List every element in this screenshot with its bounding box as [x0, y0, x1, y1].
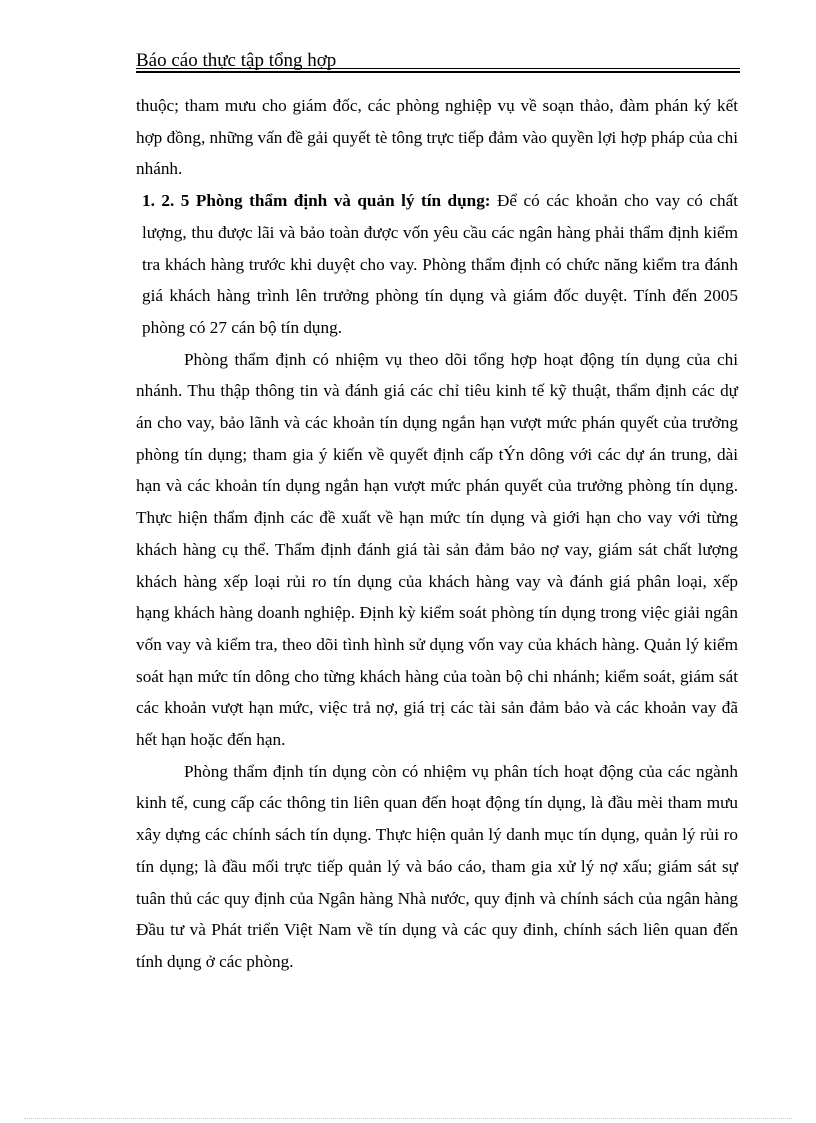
paragraph-analysis: Phòng thẩm định tín dụng còn có nhiệm vụ phân tích hoạt động của các ngành kinh tế, cung cấp các thông tin liên quan đến hoạt động tín dụng, là đầu mèi tham mưu xây dựng các chính sách tín dụng. Thực hiện quản lý danh mục tín dụng, quản lý rủi ro tín dụng; là đầu mối trực tiếp quản lý và báo cáo, tham gia xử lý nợ xấu; giám sát sự tuân thủ các quy định của Ngân hàng Nhà nước, quy định và chính sách của ngân hàng Đầu tư và Phát triển Việt Nam về tín dụng và các quy đinh, chính sách liên quan đến tính dụng ở các phòng. [136, 761, 738, 971]
paragraph-duties: Phòng thẩm định có nhiệm vụ theo dõi tổng hợp hoạt động tín dụng của chi nhánh. Thu thập thông tin và đánh giá các chỉ tiêu kinh tế kỹ thuật, thẩm định các dự án cho vay, bảo lãnh và các khoản tín dụng ngắn hạn vượt mức phán quyết của trưởng phòng tín dụng; tham gia ý kiến về quyết định cấp tÝn dông với các dự án trung, dài hạn và các khoản tín dụng ngắn hạn vượt mức phán quyết của trưởng phòng tín dụng. Thực hiện thẩm định các đề xuất về hạn mức tín dụng và giới hạn cho vay với từng khách hàng cụ thể. Thẩm định đánh giá tài sản đảm bảo nợ vay, giám sát chất lượng khách hàng xếp loại rủi ro tín dụng của khách hàng vay và đánh giá phân loại, xếp hạng khách hàng doanh nghiệp. Định kỳ kiểm soát phòng tín dụng trong việc giải ngân vốn vay và kiểm tra, theo dõi tình hình sử dụng vốn vay của khách hàng. Quản lý kiểm soát hạn mức tín dông cho từng khách hàng của toàn bộ chi nhánh; kiểm soát, giám sát các khoản vượt hạn mức, việc trả nợ, giá trị các tài sản đảm bảo và các khoản vay đã hết hạn hoặc đến hạn. [136, 349, 738, 750]
header-rule [136, 68, 740, 73]
section-text: Để có các khoản cho vay có chất lượng, thu được lãi và bảo toàn được vốn yêu cầu các ngân hàng phải thẩm định kiểm tra khách hàng trước khi duyệt cho vay. Phòng thẩm định có chức năng kiểm tra đánh giá khách hàng trình lên trưởng phòng tín dụng và giám đốc duyệt. Tính đến 2005 phòng có 27 cán bộ tín dụng. [142, 191, 738, 337]
page-header [136, 48, 740, 74]
document-body [136, 90, 738, 978]
footer-divider [24, 1118, 792, 1119]
paragraph-continuation: thuộc; tham mưu cho giám đốc, các phòng nghiệp vụ về soạn thảo, đàm phán ký kết hợp đồng, những vấn đề gải quyết tè tông trực tiếp đảm vào quyền lợi hợp pháp của chi nhánh. [136, 96, 738, 179]
header-title: Báo cáo thực tập tổng hợp [136, 50, 337, 71]
section-heading: 1. 2. 5 Phòng thẩm định và quản lý tín dụng: [142, 191, 491, 211]
section-paragraph [142, 185, 738, 344]
